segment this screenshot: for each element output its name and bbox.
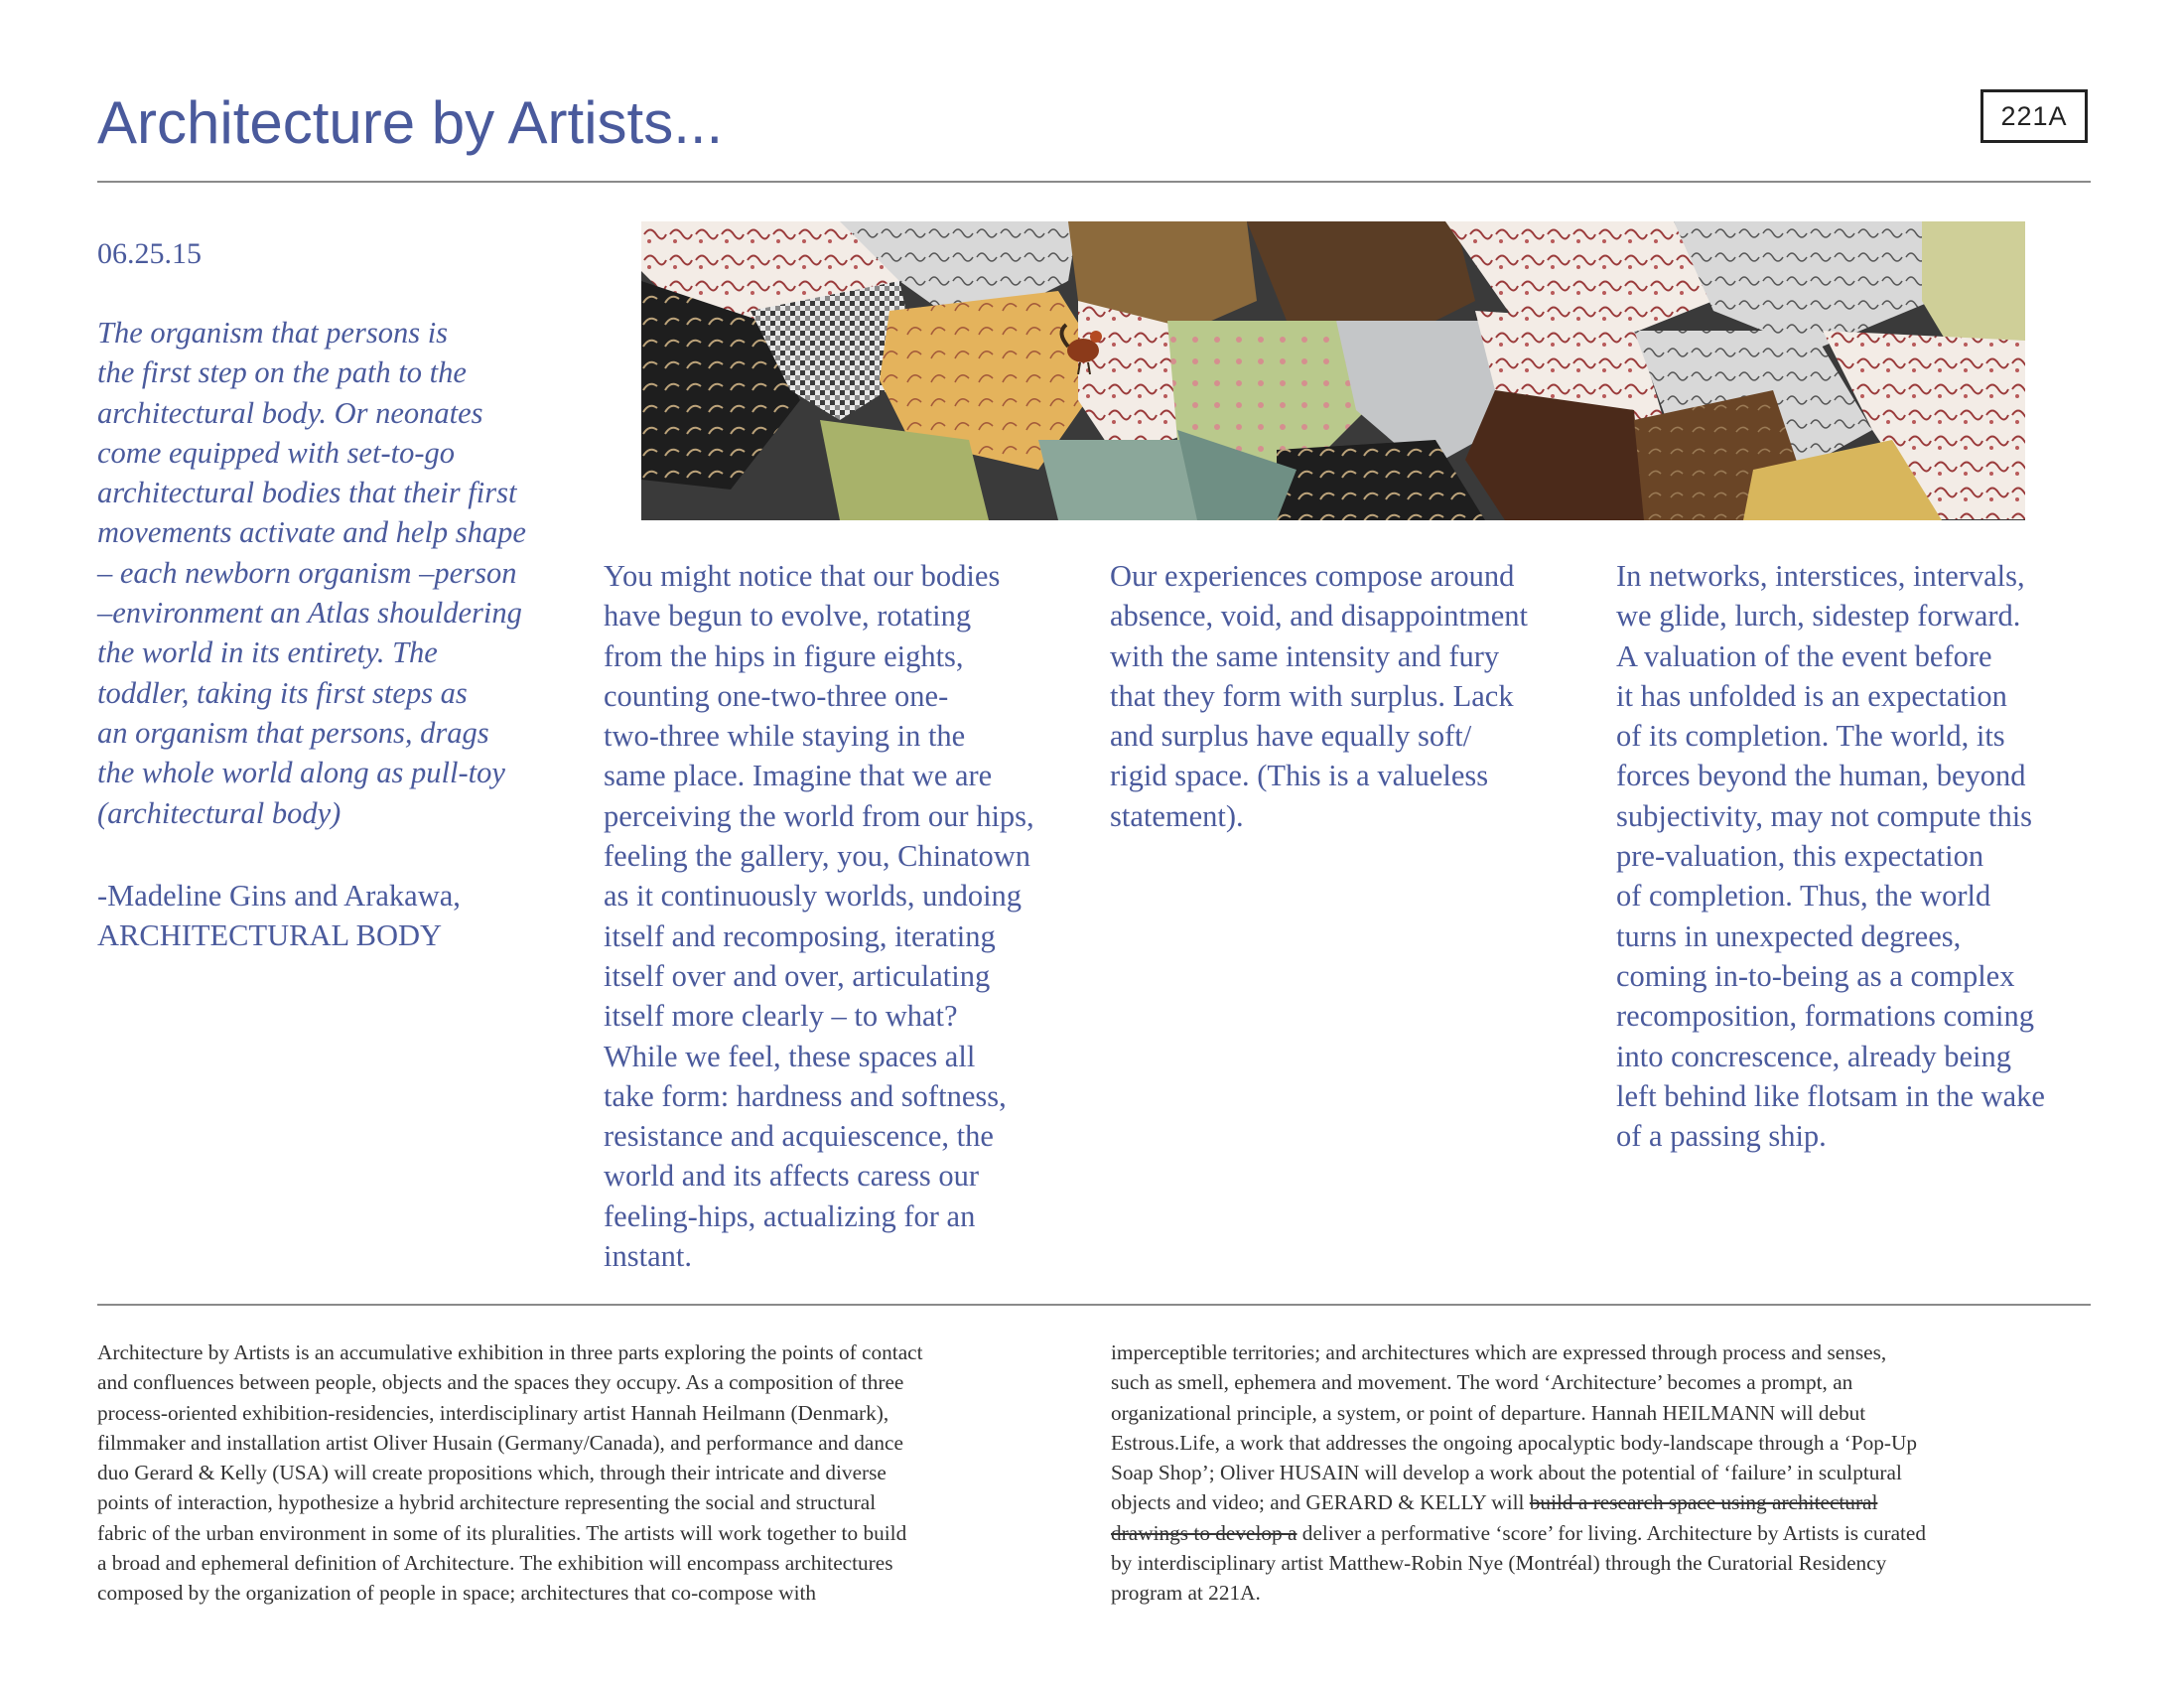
- description-line: filmmaker and installation artist Oliver Husain (Germany/Canada), and performance and dance: [97, 1430, 903, 1455]
- quote-line: (architectural body): [97, 795, 341, 830]
- essay-line: feeling-hips, actualizing for an: [604, 1198, 976, 1233]
- essay-line: itself and recomposing, iterating: [604, 918, 996, 953]
- essay-line: that they form with surplus. Lack: [1110, 678, 1514, 713]
- essay-line: absence, void, and disappointment: [1110, 599, 1528, 633]
- description-line: imperceptible territories; and architectures which are expressed through process and senses,: [1111, 1340, 1887, 1364]
- essay-line: as it continuously worlds, undoing: [604, 879, 1023, 914]
- essay-line: perceiving the world from our hips,: [604, 798, 1034, 833]
- essay-line: A valuation of the event before: [1616, 638, 1992, 673]
- essay-line: of completion. Thus, the world: [1616, 879, 1991, 914]
- date: 06.25.15: [97, 237, 202, 270]
- essay-column-2: [1110, 556, 1596, 836]
- essay-line: pre-valuation, this expectation: [1616, 839, 1984, 874]
- essay-line: two-three while staying in the: [604, 719, 966, 754]
- quote-line: the first step on the path to the: [97, 355, 467, 390]
- essay-line: rigid space. (This is a valueless: [1110, 759, 1489, 793]
- essay-line: recomposition, formations coming: [1616, 999, 2034, 1034]
- description-line: Soap Shop’; Oliver HUSAIN will develop a work about the potential of ‘failure’ in sculptural: [1111, 1461, 1902, 1485]
- quote-line: architectural body. Or neonates: [97, 395, 483, 430]
- quote-line: come equipped with set-to-go: [97, 435, 455, 470]
- essay-line: into concrescence, already being: [1616, 1039, 2011, 1073]
- description-line: program at 221A.: [1111, 1581, 1261, 1606]
- description-line: organizational principle, a system, or point of departure. Hannah HEILMANN will debut: [1111, 1400, 1866, 1425]
- essay-line: same place. Imagine that we are: [604, 759, 993, 793]
- essay-line: feeling the gallery, you, Chinatown: [604, 839, 1030, 874]
- essay-line: You might notice that our bodies: [604, 559, 1001, 593]
- essay-column-1: [604, 556, 1090, 1276]
- struck-text: build a research space using architectural: [1529, 1490, 1878, 1515]
- description-line: composed by the organization of people in space; architectures that co-compose with: [97, 1581, 817, 1606]
- essay-line: of its completion. The world, its: [1616, 719, 2005, 754]
- quote-line: movements activate and help shape: [97, 515, 526, 550]
- 221a-logo: 221A: [1980, 89, 2088, 143]
- essay-line: counting one-two-three one-: [604, 678, 949, 713]
- quote-line: architectural bodies that their first: [97, 476, 517, 510]
- quote-line: the world in its entirety. The: [97, 635, 438, 670]
- essay-column-3: [1616, 556, 2103, 1156]
- essay-line: While we feel, these spaces all: [604, 1039, 976, 1073]
- epigraph-quote: [97, 313, 594, 833]
- struck-text: drawings to develop a: [1111, 1520, 1297, 1545]
- essay-line: from the hips in figure eights,: [604, 638, 964, 673]
- description-line: points of interaction, hypothesize a hybrid architecture representing the social and structural: [97, 1490, 877, 1515]
- description-text: deliver a performative ‘score’ for living. Architecture by Artists is curated: [1297, 1520, 1927, 1545]
- quote-line: – each newborn organism –person: [97, 555, 517, 590]
- quote-attribution: [97, 876, 594, 955]
- essay-line: itself over and over, articulating: [604, 958, 991, 993]
- essay-line: left behind like flotsam in the wake: [1616, 1078, 2045, 1113]
- essay-line: statement).: [1110, 798, 1244, 833]
- essay-line: world and its affects caress our: [604, 1159, 980, 1194]
- header-divider: [97, 181, 2091, 183]
- essay-line: turns in unexpected degrees,: [1616, 918, 1962, 953]
- essay-line: of a passing ship.: [1616, 1119, 1827, 1154]
- page-title: Architecture by Artists...: [97, 89, 724, 156]
- description-line: [1111, 1487, 2104, 1517]
- attribution-source: ARCHITECTURAL BODY: [97, 918, 443, 952]
- description-line: fabric of the urban environment in some of its pluralities. The artists will work together to build: [97, 1520, 907, 1545]
- essay-line: Our experiences compose around: [1110, 559, 1515, 593]
- essay-line: In networks, interstices, intervals,: [1616, 559, 2025, 593]
- footer-divider: [97, 1304, 2091, 1306]
- exhibition-description-left: [97, 1337, 1100, 1609]
- attribution-authors: -Madeline Gins and Arakawa,: [97, 879, 461, 913]
- description-line: a broad and ephemeral definition of Architecture. The exhibition will encompass architectures: [97, 1551, 893, 1576]
- essay-line: with the same intensity and fury: [1110, 638, 1500, 673]
- essay-line: itself more clearly – to what?: [604, 999, 958, 1034]
- description-line: Architecture by Artists is an accumulative exhibition in three parts exploring the points of contact: [97, 1340, 923, 1364]
- essay-line: instant.: [604, 1239, 692, 1274]
- essay-line: coming in-to-being as a complex: [1616, 958, 2015, 993]
- essay-line: and surplus have equally soft/: [1110, 719, 1472, 754]
- quote-line: –environment an Atlas shouldering: [97, 596, 522, 631]
- essay-line: forces beyond the human, beyond: [1616, 759, 2026, 793]
- description-text: objects and video; and GERARD & KELLY will: [1111, 1490, 1530, 1515]
- description-line: Estrous.Life, a work that addresses the ongoing apocalyptic body-landscape through a ‘Pop-Up: [1111, 1430, 1918, 1455]
- description-line: process-oriented exhibition-residencies, interdisciplinary artist Hannah Heilmann (Denmark),: [97, 1400, 889, 1425]
- essay-line: subjectivity, may not compute this: [1616, 798, 2033, 833]
- description-line: such as smell, ephemera and movement. The word ‘Architecture’ becomes a prompt, an: [1111, 1370, 1853, 1395]
- fabric-umbrella-collage-image: [641, 221, 2025, 520]
- description-line: [1111, 1518, 2104, 1548]
- essay-line: we glide, lurch, sidestep forward.: [1616, 599, 2021, 633]
- quote-line: The organism that persons is: [97, 316, 449, 350]
- essay-line: it has unfolded is an expectation: [1616, 678, 2007, 713]
- exhibition-description-right: [1111, 1337, 2104, 1609]
- essay-line: resistance and acquiescence, the: [604, 1119, 994, 1154]
- description-line: duo Gerard & Kelly (USA) will create propositions which, through their intricate and diverse: [97, 1461, 887, 1485]
- quote-line: toddler, taking its first steps as: [97, 675, 468, 710]
- quote-line: the whole world along as pull-toy: [97, 756, 505, 790]
- description-line: by interdisciplinary artist Matthew-Robin Nye (Montréal) through the Curatorial Residency: [1111, 1551, 1887, 1576]
- essay-line: take form: hardness and softness,: [604, 1078, 1007, 1113]
- essay-line: have begun to evolve, rotating: [604, 599, 972, 633]
- description-line: and confluences between people, objects and the spaces they occupy. As a composition of three: [97, 1370, 904, 1395]
- quote-line: an organism that persons, drags: [97, 715, 489, 750]
